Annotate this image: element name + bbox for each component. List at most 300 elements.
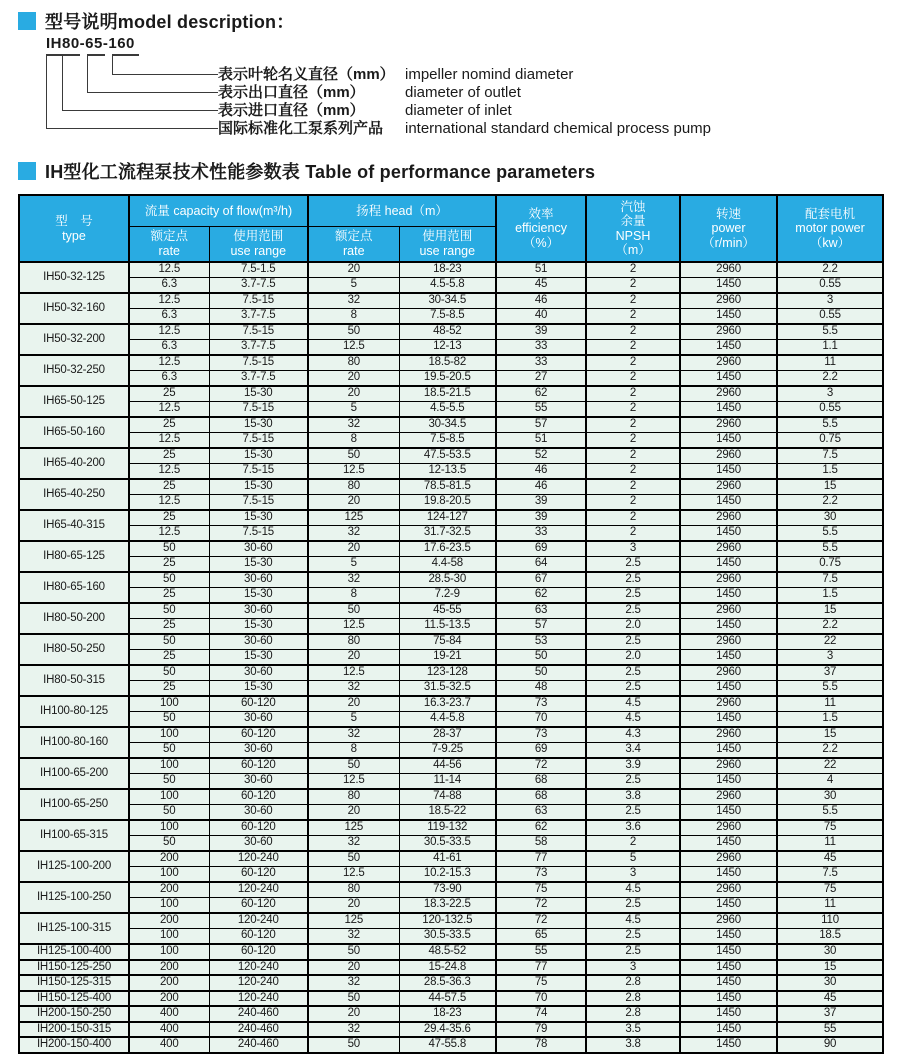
table-cell: 15 bbox=[777, 727, 883, 743]
table-cell: 15 bbox=[777, 603, 883, 619]
table-cell: 12.5 bbox=[308, 867, 399, 883]
table-cell: 1450 bbox=[680, 309, 777, 325]
table-cell: 2 bbox=[586, 417, 680, 433]
model-cell: IH150-125-315 bbox=[19, 975, 129, 991]
table-cell: 69 bbox=[496, 743, 586, 759]
header-line: （r/min） bbox=[702, 235, 755, 250]
table-cell: 2 bbox=[586, 293, 680, 309]
table-cell: 2960 bbox=[680, 634, 777, 650]
header-line: （m） bbox=[615, 243, 651, 257]
table-cell: 12.5 bbox=[308, 340, 399, 356]
table-cell: 60-120 bbox=[209, 898, 308, 914]
table-cell: 12.5 bbox=[308, 665, 399, 681]
table-cell: 52 bbox=[496, 448, 586, 464]
table-cell: 73 bbox=[496, 727, 586, 743]
model-cell: IH80-65-160 bbox=[19, 572, 129, 603]
table-row bbox=[19, 820, 883, 836]
table-cell: 0.55 bbox=[777, 278, 883, 294]
table-cell: 32 bbox=[308, 293, 399, 309]
table-cell: 30-60 bbox=[209, 541, 308, 557]
header-line: 效率 bbox=[528, 206, 554, 221]
table-cell: 31.7-32.5 bbox=[399, 526, 496, 542]
table-cell: 20 bbox=[308, 495, 399, 511]
table-cell: 50 bbox=[308, 1037, 399, 1053]
table-cell: 80 bbox=[308, 634, 399, 650]
model-cell: IH80-50-200 bbox=[19, 603, 129, 634]
table-cell: 46 bbox=[496, 293, 586, 309]
model-cell: IH50-32-250 bbox=[19, 355, 129, 386]
table-cell: 80 bbox=[308, 479, 399, 495]
table-cell: 2.5 bbox=[586, 665, 680, 681]
table-cell: 15-30 bbox=[209, 448, 308, 464]
table-cell: 64 bbox=[496, 557, 586, 573]
table-cell: 5.5 bbox=[777, 417, 883, 433]
table-row bbox=[19, 867, 883, 883]
table-cell: 4.4-58 bbox=[399, 557, 496, 573]
model-cell: IH125-100-315 bbox=[19, 913, 129, 944]
table-cell: 1450 bbox=[680, 743, 777, 759]
table-cell: 12-13 bbox=[399, 340, 496, 356]
table-cell: 123-128 bbox=[399, 665, 496, 681]
table-cell: 100 bbox=[129, 727, 209, 743]
table-cell: 75-84 bbox=[399, 634, 496, 650]
table-row bbox=[19, 681, 883, 697]
table-cell: 1450 bbox=[680, 433, 777, 449]
table-cell: 75 bbox=[777, 882, 883, 898]
table-cell: 1450 bbox=[680, 898, 777, 914]
model-cell: IH125-100-200 bbox=[19, 851, 129, 882]
table-cell: 15-30 bbox=[209, 479, 308, 495]
table-cell: 39 bbox=[496, 495, 586, 511]
table-cell: 3.8 bbox=[586, 789, 680, 805]
table-row bbox=[19, 495, 883, 511]
table-cell: 3.7-7.5 bbox=[209, 278, 308, 294]
table-cell: 6.3 bbox=[129, 340, 209, 356]
table-cell: 1450 bbox=[680, 464, 777, 480]
header-line: 扬程 head（m） bbox=[356, 203, 448, 218]
table-cell: 12.5 bbox=[129, 324, 209, 340]
table-row bbox=[19, 975, 883, 991]
col-header-motor-power bbox=[777, 195, 883, 262]
table-cell: 1.1 bbox=[777, 340, 883, 356]
table-cell: 57 bbox=[496, 619, 586, 635]
table-cell: 8 bbox=[308, 588, 399, 604]
table-cell: 20 bbox=[308, 898, 399, 914]
table-cell: 1450 bbox=[680, 944, 777, 960]
table-row bbox=[19, 340, 883, 356]
table-cell: 125 bbox=[308, 820, 399, 836]
table-row bbox=[19, 960, 883, 976]
table-cell: 30-34.5 bbox=[399, 417, 496, 433]
col-header-head-group bbox=[308, 195, 496, 226]
table-cell: 50 bbox=[308, 851, 399, 867]
table-cell: 28.5-36.3 bbox=[399, 975, 496, 991]
table-cell: 6.3 bbox=[129, 371, 209, 387]
table-row bbox=[19, 650, 883, 666]
table-cell: 16.3-23.7 bbox=[399, 696, 496, 712]
table-body bbox=[19, 262, 883, 1053]
diagram-label bbox=[218, 66, 574, 84]
table-cell: 2960 bbox=[680, 479, 777, 495]
header-line: rate bbox=[158, 243, 181, 258]
table-cell: 12.5 bbox=[129, 495, 209, 511]
table-cell: 2.2 bbox=[777, 743, 883, 759]
table-cell: 5 bbox=[308, 402, 399, 418]
model-cell: IH100-65-315 bbox=[19, 820, 129, 851]
table-cell: 2 bbox=[586, 479, 680, 495]
table-cell: 2.5 bbox=[586, 774, 680, 790]
table-cell: 37 bbox=[777, 665, 883, 681]
table-cell: 12.5 bbox=[129, 262, 209, 278]
table-cell: 2 bbox=[586, 309, 680, 325]
table-cell: 50 bbox=[129, 572, 209, 588]
table-cell: 2 bbox=[586, 448, 680, 464]
table-cell: 50 bbox=[308, 991, 399, 1007]
header-line: NPSH bbox=[615, 228, 651, 243]
table-cell: 2960 bbox=[680, 262, 777, 278]
table-cell: 6.3 bbox=[129, 278, 209, 294]
table-cell: 2960 bbox=[680, 293, 777, 309]
table-cell: 2 bbox=[586, 278, 680, 294]
table-row bbox=[19, 944, 883, 960]
table-cell: 46 bbox=[496, 464, 586, 480]
table-cell: 62 bbox=[496, 588, 586, 604]
table-row bbox=[19, 743, 883, 759]
table-cell: 1450 bbox=[680, 340, 777, 356]
table-cell: 3.7-7.5 bbox=[209, 309, 308, 325]
table-cell: 65 bbox=[496, 929, 586, 945]
table-cell: 4.4-5.8 bbox=[399, 712, 496, 728]
model-cell: IH80-50-250 bbox=[19, 634, 129, 665]
table-cell: 62 bbox=[496, 820, 586, 836]
header-line: use range bbox=[230, 243, 287, 258]
table-cell: 2960 bbox=[680, 541, 777, 557]
table-cell: 60-120 bbox=[209, 944, 308, 960]
table-cell: 1450 bbox=[680, 557, 777, 573]
table-cell: 4.5 bbox=[586, 913, 680, 929]
table-row bbox=[19, 1037, 883, 1053]
table-cell: 12.5 bbox=[308, 774, 399, 790]
table-cell: 29.4-35.6 bbox=[399, 1022, 496, 1038]
table-cell: 80 bbox=[308, 789, 399, 805]
model-code: IH80-65-160 bbox=[46, 35, 135, 52]
table-cell: 68 bbox=[496, 774, 586, 790]
diagram-label-en: diameter of inlet bbox=[405, 102, 512, 119]
table-row bbox=[19, 836, 883, 852]
table-cell: 1450 bbox=[680, 991, 777, 1007]
table-cell: 18.3-22.5 bbox=[399, 898, 496, 914]
table-cell: 18-23 bbox=[399, 262, 496, 278]
table-cell: 1450 bbox=[680, 1006, 777, 1022]
table-cell: 2960 bbox=[680, 820, 777, 836]
table-cell: 55 bbox=[496, 944, 586, 960]
model-cell: IH100-65-200 bbox=[19, 758, 129, 789]
table-cell: 48 bbox=[496, 681, 586, 697]
table-cell: 28-37 bbox=[399, 727, 496, 743]
table-cell: 60-120 bbox=[209, 727, 308, 743]
table-cell: 1450 bbox=[680, 836, 777, 852]
table-cell: 44-56 bbox=[399, 758, 496, 774]
table-row bbox=[19, 929, 883, 945]
table-cell: 32 bbox=[308, 727, 399, 743]
table-cell: 37 bbox=[777, 1006, 883, 1022]
table-cell: 12.5 bbox=[308, 619, 399, 635]
table-cell: 3.7-7.5 bbox=[209, 371, 308, 387]
table-cell: 18.5 bbox=[777, 929, 883, 945]
col-header-flow-rate bbox=[129, 226, 209, 262]
table-cell: 3.4 bbox=[586, 743, 680, 759]
table-cell: 1450 bbox=[680, 805, 777, 821]
table-cell: 15-30 bbox=[209, 619, 308, 635]
table-cell: 110 bbox=[777, 913, 883, 929]
table-cell: 5.5 bbox=[777, 324, 883, 340]
table-row bbox=[19, 417, 883, 433]
table-cell: 100 bbox=[129, 696, 209, 712]
table-cell: 20 bbox=[308, 262, 399, 278]
table-cell: 15-30 bbox=[209, 681, 308, 697]
diagram-label-en: diameter of outlet bbox=[405, 84, 521, 101]
table-cell: 2960 bbox=[680, 913, 777, 929]
table-cell: 2.5 bbox=[586, 898, 680, 914]
table-cell: 50 bbox=[129, 541, 209, 557]
table-cell: 11 bbox=[777, 898, 883, 914]
table-cell: 5.5 bbox=[777, 526, 883, 542]
table-cell: 8 bbox=[308, 433, 399, 449]
table-cell: 50 bbox=[129, 743, 209, 759]
table-cell: 120-132.5 bbox=[399, 913, 496, 929]
table-cell: 50 bbox=[308, 944, 399, 960]
table-cell: 15-30 bbox=[209, 417, 308, 433]
table-cell: 1450 bbox=[680, 1022, 777, 1038]
performance-table-heading bbox=[18, 158, 900, 184]
table-cell: 15-30 bbox=[209, 650, 308, 666]
table-cell: 2960 bbox=[680, 727, 777, 743]
diagram-label-en: impeller nomind diameter bbox=[405, 66, 574, 83]
table-row bbox=[19, 355, 883, 371]
col-header-npsh bbox=[586, 195, 680, 262]
table-cell: 2.0 bbox=[586, 650, 680, 666]
table-cell: 25 bbox=[129, 448, 209, 464]
table-cell: 32 bbox=[308, 929, 399, 945]
table-cell: 2 bbox=[586, 262, 680, 278]
table-cell: 2960 bbox=[680, 417, 777, 433]
table-row bbox=[19, 851, 883, 867]
header-line: 转速 bbox=[716, 206, 742, 221]
table-cell: 7.5 bbox=[777, 867, 883, 883]
table-cell: 50 bbox=[308, 324, 399, 340]
table-cell: 1.5 bbox=[777, 712, 883, 728]
table-cell: 5.5 bbox=[777, 541, 883, 557]
table-cell: 19.5-20.5 bbox=[399, 371, 496, 387]
table-cell: 60-120 bbox=[209, 867, 308, 883]
table-cell: 3 bbox=[777, 293, 883, 309]
table-cell: 30 bbox=[777, 789, 883, 805]
table-cell: 15-30 bbox=[209, 510, 308, 526]
model-cell: IH65-40-200 bbox=[19, 448, 129, 479]
table-cell: 30 bbox=[777, 510, 883, 526]
table-cell: 63 bbox=[496, 805, 586, 821]
table-cell: 4.5 bbox=[586, 882, 680, 898]
table-cell: 15-24.8 bbox=[399, 960, 496, 976]
table-cell: 240-460 bbox=[209, 1022, 308, 1038]
table-cell: 19-21 bbox=[399, 650, 496, 666]
table-cell: 3 bbox=[586, 960, 680, 976]
table-cell: 240-460 bbox=[209, 1037, 308, 1053]
table-cell: 0.55 bbox=[777, 402, 883, 418]
table-cell: 125 bbox=[308, 510, 399, 526]
table-row bbox=[19, 464, 883, 480]
table-cell: 32 bbox=[308, 681, 399, 697]
table-cell: 25 bbox=[129, 588, 209, 604]
table-cell: 69 bbox=[496, 541, 586, 557]
table-cell: 4 bbox=[777, 774, 883, 790]
table-cell: 31.5-32.5 bbox=[399, 681, 496, 697]
table-cell: 19.8-20.5 bbox=[399, 495, 496, 511]
table-cell: 7.5-15 bbox=[209, 402, 308, 418]
table-cell: 20 bbox=[308, 541, 399, 557]
model-cell: IH50-32-200 bbox=[19, 324, 129, 355]
table-row bbox=[19, 309, 883, 325]
table-cell: 75 bbox=[777, 820, 883, 836]
table-cell: 57 bbox=[496, 417, 586, 433]
table-cell: 8 bbox=[308, 743, 399, 759]
table-cell: 2.5 bbox=[586, 634, 680, 650]
diagram-label-zh: 表示出口直径（mm） bbox=[218, 84, 365, 101]
table-cell: 400 bbox=[129, 1022, 209, 1038]
table-cell: 200 bbox=[129, 851, 209, 867]
table-cell: 20 bbox=[308, 386, 399, 402]
table-cell: 1450 bbox=[680, 526, 777, 542]
table-cell: 2.5 bbox=[586, 944, 680, 960]
table-cell: 2 bbox=[586, 402, 680, 418]
table-cell: 2960 bbox=[680, 696, 777, 712]
table-cell: 50 bbox=[129, 712, 209, 728]
table-cell: 2960 bbox=[680, 448, 777, 464]
table-cell: 32 bbox=[308, 526, 399, 542]
connector-line bbox=[46, 55, 218, 129]
table-cell: 50 bbox=[308, 758, 399, 774]
table-cell: 72 bbox=[496, 758, 586, 774]
table-cell: 80 bbox=[308, 355, 399, 371]
table-row bbox=[19, 634, 883, 650]
table-cell: 70 bbox=[496, 712, 586, 728]
table-cell: 3 bbox=[586, 867, 680, 883]
table-cell: 2960 bbox=[680, 324, 777, 340]
model-cell: IH200-150-250 bbox=[19, 1006, 129, 1022]
table-cell: 2 bbox=[586, 526, 680, 542]
col-header-efficiency bbox=[496, 195, 586, 262]
table-cell: 25 bbox=[129, 650, 209, 666]
table-cell: 50 bbox=[129, 665, 209, 681]
table-cell: 12.5 bbox=[308, 464, 399, 480]
table-cell: 1450 bbox=[680, 712, 777, 728]
table-cell: 30-60 bbox=[209, 665, 308, 681]
table-cell: 0.55 bbox=[777, 309, 883, 325]
table-cell: 48-52 bbox=[399, 324, 496, 340]
table-row bbox=[19, 557, 883, 573]
table-cell: 67 bbox=[496, 572, 586, 588]
table-cell: 41-61 bbox=[399, 851, 496, 867]
table-cell: 20 bbox=[308, 960, 399, 976]
table-cell: 1450 bbox=[680, 371, 777, 387]
table-cell: 30.5-33.5 bbox=[399, 836, 496, 852]
table-cell: 12.5 bbox=[129, 293, 209, 309]
table-cell: 48.5-52 bbox=[399, 944, 496, 960]
table-cell: 50 bbox=[496, 665, 586, 681]
table-cell: 20 bbox=[308, 805, 399, 821]
table-row bbox=[19, 619, 883, 635]
table-cell: 7.5-8.5 bbox=[399, 433, 496, 449]
table-row bbox=[19, 882, 883, 898]
table-cell: 5.5 bbox=[777, 681, 883, 697]
table-cell: 3 bbox=[777, 386, 883, 402]
table-cell: 1450 bbox=[680, 774, 777, 790]
table-row bbox=[19, 526, 883, 542]
table-cell: 45 bbox=[496, 278, 586, 294]
table-row bbox=[19, 572, 883, 588]
table-cell: 33 bbox=[496, 526, 586, 542]
diagram-label bbox=[218, 120, 711, 138]
table-cell: 200 bbox=[129, 991, 209, 1007]
table-cell: 2 bbox=[586, 495, 680, 511]
table-cell: 15 bbox=[777, 960, 883, 976]
col-header-speed bbox=[680, 195, 777, 262]
table-cell: 45-55 bbox=[399, 603, 496, 619]
table-cell: 90 bbox=[777, 1037, 883, 1053]
table-cell: 30-60 bbox=[209, 805, 308, 821]
table-cell: 0.75 bbox=[777, 557, 883, 573]
table-cell: 62 bbox=[496, 386, 586, 402]
table-cell: 7.5-8.5 bbox=[399, 309, 496, 325]
table-cell: 200 bbox=[129, 882, 209, 898]
model-cell: IH100-80-125 bbox=[19, 696, 129, 727]
table-cell: 68 bbox=[496, 789, 586, 805]
table-cell: 25 bbox=[129, 510, 209, 526]
performance-table bbox=[18, 194, 884, 1054]
table-cell: 2.5 bbox=[586, 929, 680, 945]
col-header-flow-range bbox=[209, 226, 308, 262]
table-cell: 15 bbox=[777, 479, 883, 495]
table-cell: 2 bbox=[586, 371, 680, 387]
table-row bbox=[19, 324, 883, 340]
table-cell: 1450 bbox=[680, 975, 777, 991]
table-cell: 1450 bbox=[680, 929, 777, 945]
table-cell: 32 bbox=[308, 1022, 399, 1038]
table-cell: 5 bbox=[308, 557, 399, 573]
table-row bbox=[19, 278, 883, 294]
section-title-text: 型号说明model description： bbox=[45, 12, 295, 32]
table-cell: 17.6-23.5 bbox=[399, 541, 496, 557]
table-cell: 7.5-15 bbox=[209, 464, 308, 480]
table-cell: 2960 bbox=[680, 386, 777, 402]
table-cell: 2.8 bbox=[586, 975, 680, 991]
diagram-label bbox=[218, 84, 521, 102]
model-cell: IH150-125-400 bbox=[19, 991, 129, 1007]
table-cell: 30 bbox=[777, 975, 883, 991]
table-cell: 5 bbox=[308, 712, 399, 728]
table-cell: 60-120 bbox=[209, 696, 308, 712]
table-row bbox=[19, 1022, 883, 1038]
model-cell: IH65-40-315 bbox=[19, 510, 129, 541]
table-cell: 33 bbox=[496, 340, 586, 356]
table-cell: 120-240 bbox=[209, 851, 308, 867]
table-cell: 11.5-13.5 bbox=[399, 619, 496, 635]
table-cell: 8 bbox=[308, 309, 399, 325]
table-cell: 400 bbox=[129, 1006, 209, 1022]
table-cell: 119-132 bbox=[399, 820, 496, 836]
table-cell: 2 bbox=[586, 433, 680, 449]
table-cell: 60-120 bbox=[209, 758, 308, 774]
